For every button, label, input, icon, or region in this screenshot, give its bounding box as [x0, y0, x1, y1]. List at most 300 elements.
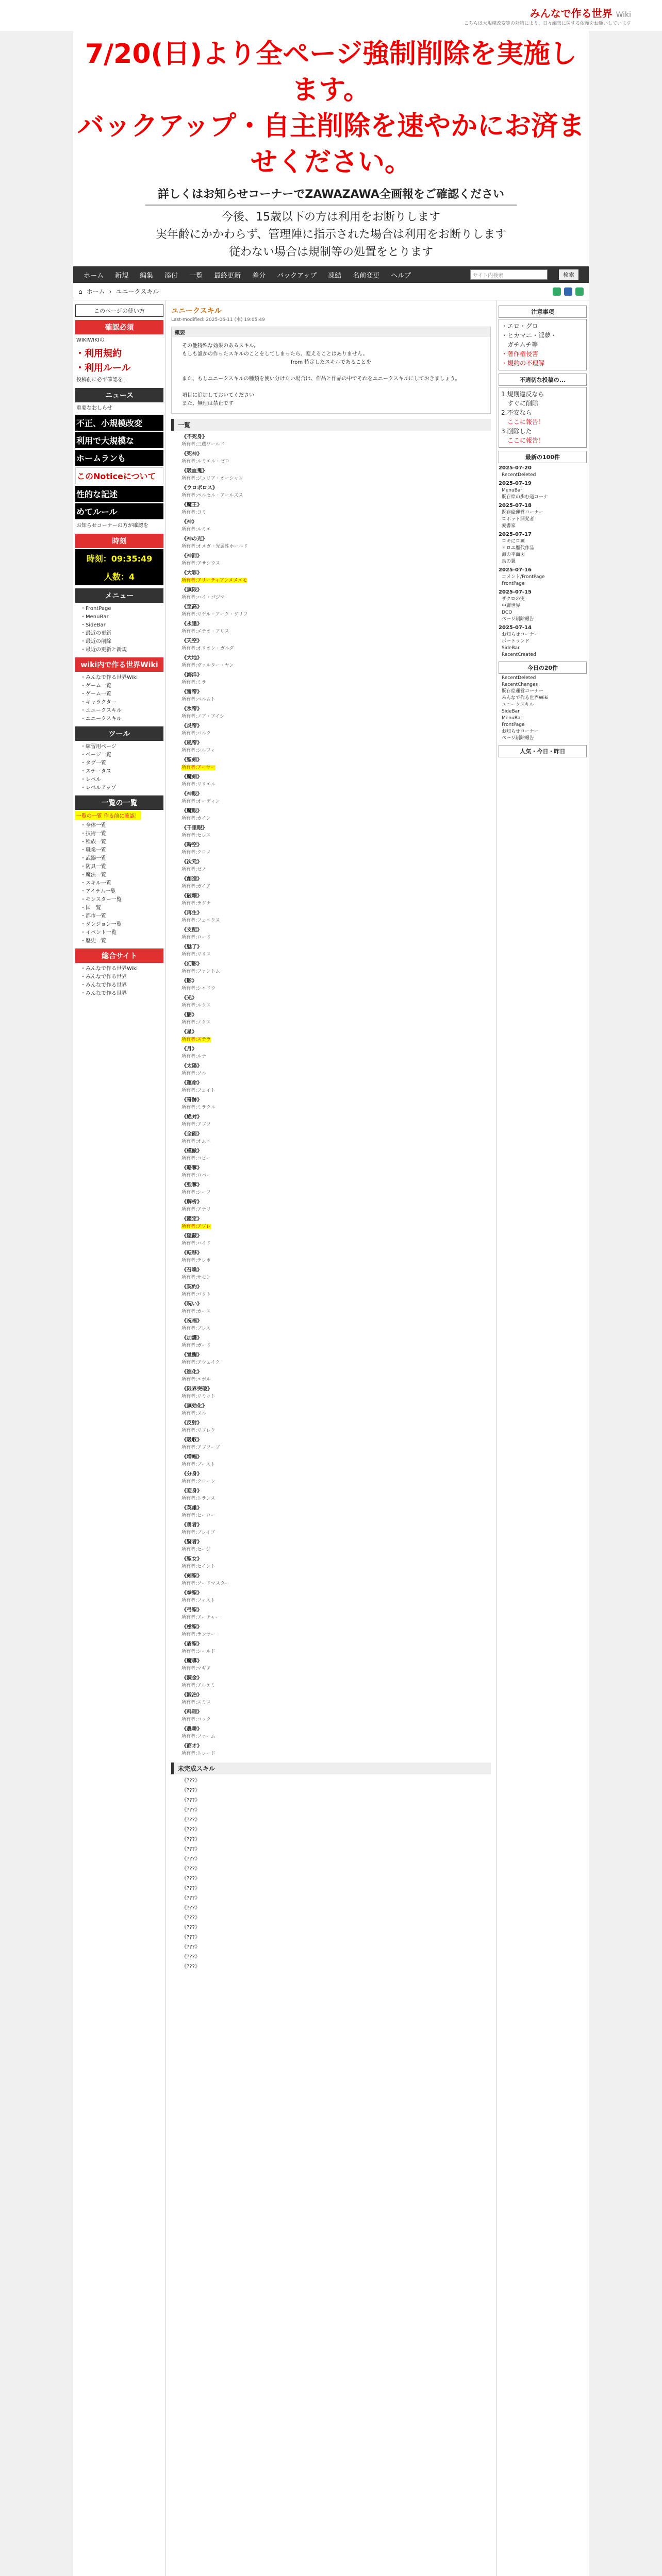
list-item[interactable]: ・ 歴史一覧	[80, 937, 163, 945]
skill-owner: 所有者:アリーティアンメメメモ	[181, 578, 247, 583]
rules-note: 投稿前に必ず確認を！	[76, 377, 128, 383]
banner-notice[interactable]: 詳しくはお知らせコーナーでZAWAZAWA全画報をご確認ください	[158, 188, 504, 201]
skill-owner: 所有者:ルクス	[181, 1003, 211, 1008]
share-icon[interactable]	[575, 287, 584, 296]
tool-item[interactable]: ・ タグ一覧	[80, 759, 163, 768]
recent-date: 2025-07-14	[499, 625, 532, 631]
incomplete-skill-item[interactable]: 《???》	[181, 1798, 200, 1803]
skill-name[interactable]: 《魔剣》	[181, 774, 202, 780]
incomplete-skill-item[interactable]: 《???》	[181, 1817, 200, 1823]
skill-name[interactable]: 《転移》	[181, 1250, 202, 1256]
wiki-item[interactable]: ・ ユニークスキル	[80, 715, 163, 723]
list-item[interactable]: ・ ダンジョン一覧	[80, 921, 163, 929]
nav-backup[interactable]: バックアップ	[277, 272, 317, 280]
skill-name[interactable]: 《影》	[181, 978, 197, 984]
skill-name[interactable]: 《剣聖》	[181, 1573, 202, 1579]
skill-item	[181, 1522, 491, 1536]
site-header	[0, 0, 662, 31]
skill-name[interactable]: 《無効化》	[181, 1403, 207, 1409]
recent-date: 2025-07-16	[499, 567, 532, 573]
skill-owner: 所有者:オメガ・光属性ホールド	[181, 544, 248, 549]
skill-list	[171, 434, 491, 1757]
skill-owner: 所有者:アーチャー	[181, 1615, 220, 1620]
recent-item[interactable]: DCO	[502, 610, 512, 615]
skill-item	[181, 1148, 491, 1162]
skill-owner: 所有者:アーサー	[181, 765, 216, 770]
wiki-list	[75, 674, 163, 723]
wiki-item[interactable]: ・ ゲーム一覧	[80, 682, 163, 690]
skill-owner: 所有者:フィスト	[181, 1598, 216, 1603]
skill-item	[181, 1726, 491, 1740]
skill-name[interactable]: 《隠蔽》	[181, 1233, 202, 1239]
incomplete-skill-item[interactable]: 《???》	[181, 1925, 200, 1930]
skill-name[interactable]: 《聖剣》	[181, 757, 202, 763]
skill-item	[181, 842, 491, 856]
recent-item[interactable]: 中庸世界	[502, 603, 521, 608]
skill-name[interactable]: 《星》	[181, 1029, 197, 1035]
nav-home[interactable]: ホーム	[84, 272, 104, 280]
skill-owner: 所有者:クロノ	[181, 850, 211, 855]
logo-text: みんなで作る世界	[529, 7, 613, 20]
recent-item[interactable]: RecentCreated	[502, 652, 536, 657]
skill-owner: 所有者:リミット	[181, 1394, 216, 1399]
skill-name[interactable]: 《魔眼》	[181, 808, 202, 814]
report-line[interactable]: ここに報告！	[501, 418, 545, 426]
recent-item[interactable]: RecentDeleted	[502, 472, 536, 478]
incomplete-skill-item[interactable]: 《???》	[181, 1827, 200, 1833]
tool-item[interactable]: ・ 練習用ページ	[80, 743, 163, 751]
skill-name[interactable]: 《運命》	[181, 1080, 202, 1086]
skill-name[interactable]: 《盾聖》	[181, 1641, 202, 1647]
skill-item	[181, 910, 491, 924]
skill-name[interactable]: 《天空》	[181, 638, 202, 644]
skill-name[interactable]: 《増幅》	[181, 1454, 202, 1460]
wiki-item[interactable]: ・ ゲーム一覧	[80, 690, 163, 699]
today-item[interactable]: ページ削除報告	[502, 736, 534, 741]
skill-name[interactable]: 《創造》	[181, 876, 202, 882]
skill-name[interactable]: 《神の光》	[181, 536, 207, 542]
recent-item[interactable]: ロボット開発者	[502, 517, 535, 522]
nav-freeze[interactable]: 凍結	[328, 272, 342, 280]
tool-item[interactable]: ・ レベル	[80, 776, 163, 784]
skill-name[interactable]: 《英雄》	[181, 1505, 202, 1511]
skill-owner: 所有者:リリエル	[181, 782, 216, 787]
list-item[interactable]: ・ 都市一覧	[80, 912, 163, 921]
skill-item	[181, 1301, 491, 1315]
skill-name[interactable]: 《破壊》	[181, 893, 202, 899]
skill-item	[181, 536, 491, 550]
skill-item	[181, 604, 491, 618]
recent-item[interactable]: SideBar	[502, 646, 520, 651]
skill-item	[181, 519, 491, 533]
nav-diff[interactable]: 差分	[252, 272, 266, 280]
crumb-home[interactable]: ホーム	[86, 288, 105, 295]
skill-name[interactable]: 《幻影》	[181, 961, 202, 967]
skill-item	[181, 1437, 491, 1451]
skill-name[interactable]: 《光》	[181, 995, 197, 1001]
menu-list	[75, 605, 163, 654]
skill-name[interactable]: 《聖女》	[181, 1556, 202, 1562]
skill-owner: 所有者:ブレス	[181, 1326, 211, 1331]
skill-name[interactable]: 《限界突破》	[181, 1386, 212, 1392]
list-item[interactable]: ・ 職業一覧	[80, 846, 163, 855]
skill-name[interactable]: 《反射》	[181, 1420, 202, 1426]
footer-item[interactable]: ・ みんなで作る世界	[80, 973, 163, 981]
skill-name[interactable]: 《略奪》	[181, 1165, 202, 1171]
skill-item	[181, 1420, 491, 1434]
wiki-item[interactable]: ・ ユニークスキル	[80, 707, 163, 715]
report-box	[499, 387, 587, 448]
skill-name[interactable]: 《料理》	[181, 1709, 202, 1715]
menu-heading: メニュー	[75, 588, 163, 603]
nav-rename[interactable]: 名前変更	[353, 272, 380, 280]
incomplete-skill-item[interactable]: 《???》	[181, 1954, 200, 1960]
recent-item[interactable]: コメント/FrontPage	[502, 574, 545, 580]
nav-recent[interactable]: 最終更新	[214, 272, 241, 280]
section-heading: 未完成スキル	[171, 1762, 491, 1774]
skill-owner: 所有者:セレス	[181, 833, 211, 838]
skill-item	[181, 1250, 491, 1264]
confirm-note: お知らせコーナーの方が確認を	[76, 523, 148, 529]
skill-item	[181, 723, 491, 737]
skill-name[interactable]: 《覚醒》	[181, 1352, 202, 1358]
incomplete-skill-item[interactable]: 《???》	[181, 1778, 200, 1784]
skill-owner: 所有者:トランス	[181, 1496, 216, 1501]
skill-item	[181, 638, 491, 652]
skill-owner: 所有者:ヌル	[181, 1411, 207, 1416]
skill-owner: 所有者:クローン	[181, 1479, 216, 1484]
today-item[interactable]: RecentChanges	[502, 682, 538, 687]
skill-name[interactable]: 《召喚》	[181, 1267, 202, 1273]
skill-name[interactable]: 《強奪》	[181, 1182, 202, 1188]
list-item[interactable]: ・ 防具一覧	[80, 863, 163, 871]
summary-line: また、無理は禁止です	[182, 401, 234, 406]
skill-name[interactable]: 《闇》	[181, 1012, 197, 1018]
incomplete-skill-item[interactable]: 《???》	[181, 1905, 200, 1911]
incomplete-skill-item[interactable]: 《???》	[181, 1915, 200, 1921]
incomplete-skill-item[interactable]: 《???》	[181, 1837, 200, 1842]
skill-name[interactable]: 《吸収》	[181, 1437, 202, 1443]
skill-owner: 所有者:ソル	[181, 1071, 207, 1076]
skill-item	[181, 1658, 491, 1672]
incomplete-skill-item[interactable]: 《???》	[181, 1866, 200, 1872]
menu-item[interactable]: ・ SideBar	[80, 621, 163, 630]
notice-heading: 注意事項	[499, 306, 587, 318]
skill-owner: 所有者:ペルセル・アールズス	[181, 493, 243, 498]
recent-item[interactable]: 既存絵運営コーナー	[502, 510, 544, 515]
recent-item[interactable]: 海の平面図	[502, 552, 525, 557]
rules-link[interactable]: ・利用規約	[75, 348, 122, 359]
skill-name[interactable]: 《大罪》	[181, 570, 202, 576]
skill-name[interactable]: 《鍛冶》	[181, 1692, 202, 1698]
report-line[interactable]: ここに報告！	[501, 437, 545, 444]
menu-item[interactable]: ・ 最近の更新	[80, 630, 163, 638]
today-item[interactable]: FrontPage	[502, 722, 525, 727]
tools-list	[75, 743, 163, 792]
skill-owner: 所有者:ジュリア・オーシャン	[181, 476, 243, 481]
skill-owner: 所有者:ソードマスター	[181, 1581, 230, 1586]
nav-new[interactable]: 新規	[115, 272, 129, 280]
recent-item[interactable]: ページ削除報告	[502, 617, 534, 622]
today-item[interactable]: RecentDeleted	[502, 675, 536, 681]
incomplete-skill-item[interactable]: 《???》	[181, 1944, 200, 1950]
footer-item[interactable]: ・ みんなで作る世界	[80, 990, 163, 998]
skill-owner: 所有者:ブースト	[181, 1462, 216, 1467]
skill-name[interactable]: 《永遠》	[181, 621, 202, 627]
skill-item	[181, 893, 491, 907]
skill-name[interactable]: 《支配》	[181, 927, 202, 933]
skill-name[interactable]: 《神眼》	[181, 791, 202, 797]
footer-item[interactable]: ・ みんなで作る世界	[80, 981, 163, 990]
search-button[interactable]: 検索	[559, 269, 578, 280]
incomplete-skill-item[interactable]: 《???》	[181, 1876, 200, 1882]
crumb-page: ユニークスキル	[115, 288, 159, 295]
share-icon[interactable]	[553, 287, 561, 296]
recent-item[interactable]: お知らせコーナー	[502, 632, 539, 637]
menu-item[interactable]: ・ MenuBar	[80, 613, 163, 621]
skill-item	[181, 1709, 491, 1723]
skill-owner: 所有者:シールド	[181, 1649, 216, 1654]
recent-date: 2025-07-17	[499, 532, 532, 537]
skill-item	[181, 927, 491, 941]
skill-name[interactable]: 《商才》	[181, 1743, 202, 1749]
nav-list[interactable]: 一覧	[189, 272, 203, 280]
skill-name[interactable]: 《風帝》	[181, 740, 202, 746]
skill-owner: 所有者:パクト	[181, 1292, 211, 1297]
list-item[interactable]: ・ スキル一覧	[80, 879, 163, 888]
skill-owner: 所有者:アルケミ	[181, 1683, 216, 1688]
skill-item	[181, 502, 491, 516]
skill-owner: 所有者:テレポ	[181, 1258, 211, 1263]
skill-owner: 所有者:サモン	[181, 1275, 211, 1280]
skill-name[interactable]: 《呪い》	[181, 1301, 202, 1307]
warning-banner	[73, 31, 589, 266]
site-logo[interactable]	[530, 5, 631, 20]
search-input[interactable]: サイト内検索	[470, 269, 548, 280]
home-icon[interactable]: ⌂	[78, 287, 82, 295]
skill-owner: 所有者:メテオ・アリス	[181, 629, 229, 634]
skill-name[interactable]: 《槍聖》	[181, 1624, 202, 1630]
skill-name[interactable]: 《加護》	[181, 1335, 202, 1341]
recent-group	[499, 487, 587, 501]
recent-item[interactable]: ポートランド	[502, 639, 530, 644]
incomplete-skill-item[interactable]: 《???》	[181, 1788, 200, 1793]
skill-item	[181, 1097, 491, 1111]
skill-owner: 所有者:ルミエ	[181, 527, 211, 532]
skill-name[interactable]: 《分身》	[181, 1471, 202, 1477]
skill-owner: 所有者:アサシウス	[181, 561, 220, 566]
breadcrumb	[73, 283, 589, 300]
skill-name[interactable]: 《不死身》	[181, 434, 207, 440]
bad-item: 不正、小規模改変	[75, 415, 163, 431]
skill-item	[181, 1233, 491, 1247]
skill-name[interactable]: 《奇跡》	[181, 1097, 202, 1103]
skill-name[interactable]: 《魔王》	[181, 502, 202, 508]
skill-owner: 所有者:ゼノ	[181, 867, 206, 872]
important-notice: 重要なおしらせ	[76, 405, 112, 411]
skill-name[interactable]: 《絶対》	[181, 1114, 202, 1120]
incomplete-skill-item[interactable]: 《???》	[181, 1856, 200, 1862]
skill-item	[181, 1284, 491, 1298]
skill-name[interactable]: 《錬金》	[181, 1675, 202, 1681]
skill-name[interactable]: 《大地》	[181, 655, 202, 661]
today-item[interactable]: SideBar	[502, 709, 520, 714]
recent-item[interactable]: 既存絵の歩む道コーナ	[502, 495, 549, 500]
skill-name[interactable]: 《勇者》	[181, 1522, 202, 1528]
menu-item[interactable]: ・ 最近の更新と新規	[80, 646, 163, 654]
today-item[interactable]: MenuBar	[502, 716, 523, 721]
time-counter: 時刻：09:35:49	[75, 549, 163, 567]
skill-name[interactable]: 《鑑定》	[181, 1216, 202, 1222]
today-item[interactable]: みんなで作る世界Wiki	[502, 696, 549, 701]
skill-owner: 所有者:コック	[181, 1717, 211, 1722]
wiki-text: WIKIWIKIの	[76, 337, 105, 343]
bad-item: 利用で大規模な	[75, 432, 163, 448]
skill-owner: 所有者:ヨミ	[181, 510, 207, 515]
today-item[interactable]: ユニークスキル	[502, 702, 534, 707]
share-icon[interactable]	[564, 287, 572, 296]
skill-name[interactable]: 《雷帝》	[181, 689, 202, 695]
skill-name[interactable]: 《太陽》	[181, 1063, 202, 1069]
skill-owner: 所有者:アナリ	[181, 1207, 211, 1212]
bad-item: ホームランも	[75, 450, 163, 466]
recent-item[interactable]: 鳥の翼	[502, 559, 516, 564]
list-item[interactable]: ・ 技術一覧	[80, 830, 163, 838]
skill-item	[181, 1318, 491, 1332]
recent-item[interactable]: ザクロの実	[502, 597, 525, 602]
recent-item[interactable]: MenuBar	[502, 488, 523, 493]
skill-name[interactable]: 《至高》	[181, 604, 202, 610]
list-item[interactable]: ・ 種族一覧	[80, 838, 163, 846]
incomplete-skill-item[interactable]: 《???》	[181, 1886, 200, 1891]
skill-name[interactable]: 《拳聖》	[181, 1590, 202, 1596]
page-layout	[73, 300, 589, 2576]
skill-name[interactable]: 《次元》	[181, 859, 202, 865]
list-item[interactable]: ・ モンスター一覧	[80, 896, 163, 904]
skill-name[interactable]: 《海洋》	[181, 672, 202, 678]
skill-name[interactable]: 《変身》	[181, 1488, 202, 1494]
wiki-item[interactable]: ・ キャラクター	[80, 699, 163, 707]
incomplete-skill-item[interactable]: 《???》	[181, 1964, 200, 1970]
skill-name[interactable]: 《進化》	[181, 1369, 202, 1375]
list-item[interactable]: ・ アイテム一覧	[80, 888, 163, 896]
skill-name[interactable]: 《魔導》	[181, 1658, 202, 1664]
skill-item	[181, 1624, 491, 1638]
recent-date: 2025-07-20	[499, 465, 532, 471]
incomplete-skill-item[interactable]: 《???》	[181, 1846, 200, 1852]
list-item[interactable]: ・ イベント一覧	[80, 929, 163, 937]
bad-item: このNoticeについて	[75, 467, 163, 484]
skill-owner: 所有者:ルミエル・ゼロ	[181, 459, 230, 464]
list-item[interactable]: ・ 全体一覧	[80, 822, 163, 830]
skill-owner: 所有者:ロード	[181, 935, 211, 940]
today-item[interactable]: 既存絵運営コーナー	[502, 689, 544, 694]
skill-name[interactable]: 《弓聖》	[181, 1607, 202, 1613]
share-icons	[553, 287, 584, 296]
recent-item[interactable]: ロキにロ画	[502, 539, 525, 544]
menu-item[interactable]: ・ FrontPage	[80, 605, 163, 613]
skill-name[interactable]: 《再生》	[181, 910, 202, 916]
skill-name[interactable]: 《全能》	[181, 1131, 202, 1137]
skill-name[interactable]: 《契約》	[181, 1284, 202, 1290]
list-item[interactable]: ・ 国一覧	[80, 904, 163, 912]
skill-name[interactable]: 《祝福》	[181, 1318, 202, 1324]
main-content	[166, 300, 496, 2576]
logo-suffix: Wiki	[616, 11, 631, 19]
nav-help[interactable]: ヘルプ	[391, 272, 411, 280]
wiki-item[interactable]: ・ みんなで作る世界Wiki	[80, 674, 163, 682]
how-to-box[interactable]: このページの使い方	[75, 304, 163, 317]
skill-item	[181, 587, 491, 601]
tool-item[interactable]: ・ ステータス	[80, 768, 163, 776]
menu-item[interactable]: ・ 最近の削除	[80, 638, 163, 646]
skill-name[interactable]: 《氷帝》	[181, 706, 202, 712]
skill-name[interactable]: 《吸血鬼》	[181, 468, 207, 474]
incomplete-skill-item[interactable]: 《???》	[181, 1895, 200, 1901]
skill-owner: 所有者:フェイト	[181, 1088, 216, 1093]
skill-name[interactable]: 《農耕》	[181, 1726, 202, 1732]
recent-item[interactable]: FrontPage	[502, 581, 525, 586]
list-item[interactable]: ・ 魔法一覧	[80, 871, 163, 879]
incomplete-skill-item[interactable]: 《???》	[181, 1807, 200, 1813]
rules-link[interactable]: ・利用ルール	[75, 363, 131, 374]
recent-item[interactable]: ヒロユ歴代作品	[502, 546, 535, 551]
skill-owner: 所有者:ハイド	[181, 1241, 211, 1246]
skill-item	[181, 1743, 491, 1757]
footer-item[interactable]: ・ みんなで作る世界Wiki	[80, 965, 163, 973]
report-heading: 不適切な投稿の...	[499, 374, 587, 386]
banner-headline-2: バックアップ・自主削除を速やかにお済ませください。	[77, 111, 585, 178]
skill-item	[181, 553, 491, 567]
skill-name[interactable]: 《時空》	[181, 842, 202, 848]
skill-owner: 所有者:コピー	[181, 1156, 211, 1161]
list-item[interactable]: ・ 武器一覧	[80, 855, 163, 863]
skill-owner: 所有者:ヒーロー	[181, 1513, 216, 1518]
today-list	[499, 675, 587, 742]
skill-item	[181, 1539, 491, 1553]
skill-name[interactable]: 《千里眼》	[181, 825, 207, 831]
report-line: 2.不安なら	[501, 409, 532, 416]
nav-attach[interactable]: 添付	[164, 272, 178, 280]
skill-name[interactable]: 《神》	[181, 519, 197, 525]
skill-owner: 所有者:アウェイク	[181, 1360, 220, 1365]
skill-name[interactable]: 《炎帝》	[181, 723, 202, 729]
skill-name[interactable]: 《無限》	[181, 587, 202, 593]
nav-edit[interactable]: 編集	[140, 272, 154, 280]
skill-item	[181, 1216, 491, 1230]
today-item[interactable]: お知らせコーナー	[502, 729, 539, 734]
tool-item[interactable]: ・ ページ一覧	[80, 751, 163, 759]
skill-owner: 所有者:ランサー	[181, 1632, 216, 1637]
incomplete-skill-item[interactable]: 《???》	[181, 1935, 200, 1940]
skill-item	[181, 1063, 491, 1077]
recent-item[interactable]: 愛書家	[502, 523, 516, 529]
skill-item	[181, 1012, 491, 1026]
skill-name[interactable]: 《賢者》	[181, 1539, 202, 1545]
skill-name[interactable]: 《解析》	[181, 1199, 202, 1205]
skill-name[interactable]: 《魅了》	[181, 944, 202, 950]
skill-owner: 所有者:ノクス	[181, 1020, 211, 1025]
skill-name[interactable]: 《月》	[181, 1046, 197, 1052]
skill-name[interactable]: 《ウロボロス》	[181, 485, 218, 491]
tool-item[interactable]: ・ レベルアップ	[80, 784, 163, 792]
skill-name[interactable]: 《死神》	[181, 451, 202, 457]
skill-name[interactable]: 《模倣》	[181, 1148, 202, 1154]
skill-item	[181, 1505, 491, 1519]
skill-owner: 所有者:ノア・アイシ	[181, 714, 225, 719]
skill-name[interactable]: 《神罰》	[181, 553, 202, 559]
skill-owner: 所有者:ミラ	[181, 680, 207, 685]
